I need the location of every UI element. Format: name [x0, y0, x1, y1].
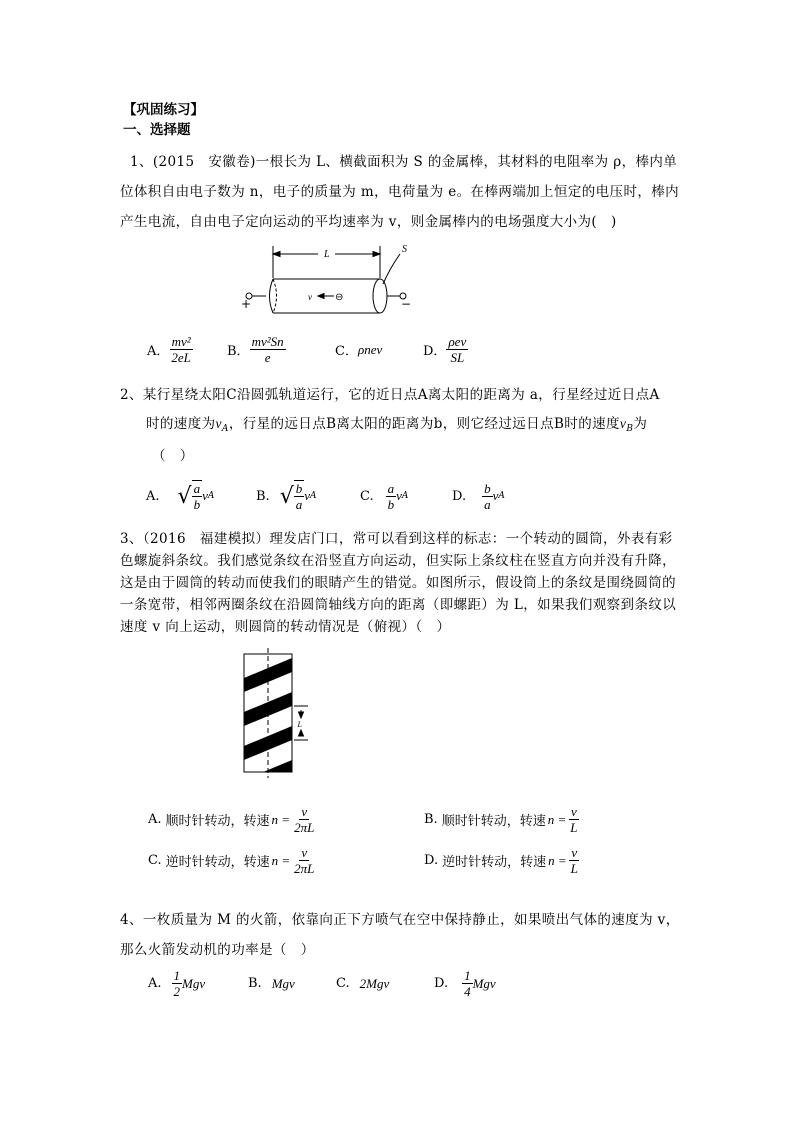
q1-line-1: 1、(2015 安徽卷)一根长为 L、横截面积为 S 的金属棒，其材料的电阻率为 ρ，棒内单 [130, 154, 678, 170]
sqrt-sign-icon: √ [279, 483, 294, 509]
q4-line-2: 那么火箭发动机的功率是（ ） [120, 942, 315, 958]
q2-option-c[interactable]: C. $\frac{a}{b}$ v A [360, 480, 409, 512]
q4-options [148, 968, 496, 999]
section-subheading: 一、选择题 [123, 122, 191, 138]
q3-line-3: 这是由于圆筒的转动而使我们的眼睛产生的错觉。如图所示，假设筒上的条纹是围绕圆筒的 [120, 575, 676, 591]
q3-line-5: 速度 v 向上运动，则圆筒的转动情况是（俯视）（ ） [120, 619, 451, 635]
q1-minus-terminal: − [401, 297, 412, 311]
q4-option-b[interactable]: B. Mgv [248, 975, 295, 991]
q1-electron-symbol: ⊖ [335, 292, 344, 303]
section-heading: 【巩固练习】 [123, 102, 204, 118]
q1-label-S: S [402, 244, 407, 255]
q3-line-1: 3、（2016 福建模拟）理发店门口，常可以看到这样的标志：一个转动的圆筒，外表有彩 [120, 531, 673, 547]
q2-option-b[interactable]: B. √ $\frac{b}{a}$ v A [256, 481, 317, 512]
q3-label-L: L [297, 720, 302, 729]
q1-label-L: L [324, 249, 330, 260]
q2-line-3: （ ） [152, 448, 194, 464]
q4-option-d[interactable]: D. $\frac{1}{4}$ Mgv [434, 968, 496, 999]
q1-line-2: 位体积自由电子数为 n，电子的质量为 m，电荷量为 e。在棒两端加上恒定的电压时，棒内 [120, 184, 680, 200]
q1-line-3: 产生电流，自由电子定向运动的平均速率为 v，则金属棒内的电场强度大小为( ) [120, 214, 617, 230]
q3-option-b[interactable]: B. 顺时针转动，转速 n = $\frac{v}{L}$ [424, 804, 578, 835]
q2-line-1: 2、某行星绕太阳C沿圆弧轨道运行，它的近日点A离太阳的距离为 a，行星经过近日点A [120, 387, 660, 403]
q1-options [147, 334, 468, 365]
q1-option-d[interactable]: D． $\frac{\text{ρev}}{SL}$ [423, 334, 467, 365]
q1-option-b[interactable]: B． $\frac{\text{mv²Sn}}{e}$ [227, 334, 284, 365]
q3-option-d[interactable]: D. 逆时针转动，转速 n = $\frac{v}{L}$ [424, 845, 578, 876]
q3-option-c[interactable]: C. 逆时针转动，转速 n = $\frac{v}{2\pi L}$ [148, 845, 315, 876]
q1-metal-rod-figure [238, 240, 418, 320]
q4-option-a[interactable]: A. $\frac{1}{2}$ Mgv [148, 968, 206, 999]
q2-options [146, 480, 505, 512]
q3-option-a[interactable]: A. 顺时针转动，转速 n = $\frac{v}{2\pi L}$ [148, 804, 315, 835]
q1-plus-terminal: + [241, 297, 252, 311]
sqrt-sign-icon: √ [177, 483, 192, 509]
q1-label-v: v [308, 292, 312, 302]
q1-option-a[interactable]: A． $\frac{\text{mv²}}{2eL}$ [147, 334, 191, 365]
q4-option-c[interactable]: C. 2Mgv [336, 975, 390, 991]
q2-line-2: 时的速度为$v_A$，行星的远日点B离太阳的距离为b，则它经过远日点B时的速度$v_B$为 [146, 416, 648, 434]
q2-option-d[interactable]: D. $\frac{b}{a}$ v A [452, 480, 505, 512]
q3-barber-pole-figure [236, 648, 316, 780]
q3-line-4: 一条宽带，相邻两圈条纹在沿圆筒轴线方向的距离（即螺距）为 L，如果我们观察到条纹以 [120, 597, 677, 613]
q4-line-1: 4、一枚质量为 M 的火箭，依靠向正下方喷气在空中保持静止，如果喷出气体的速度为 v， [120, 912, 680, 928]
q2-option-a[interactable]: A. √ $\frac{a}{b}$ v A [146, 481, 215, 512]
q1-option-c[interactable]: C． ρnev [335, 341, 383, 359]
q3-line-2: 色螺旋斜条纹。我们感觉条纹在沿竖直方向运动，但实际上条纹柱在竖直方向并没有升降， [120, 553, 676, 569]
